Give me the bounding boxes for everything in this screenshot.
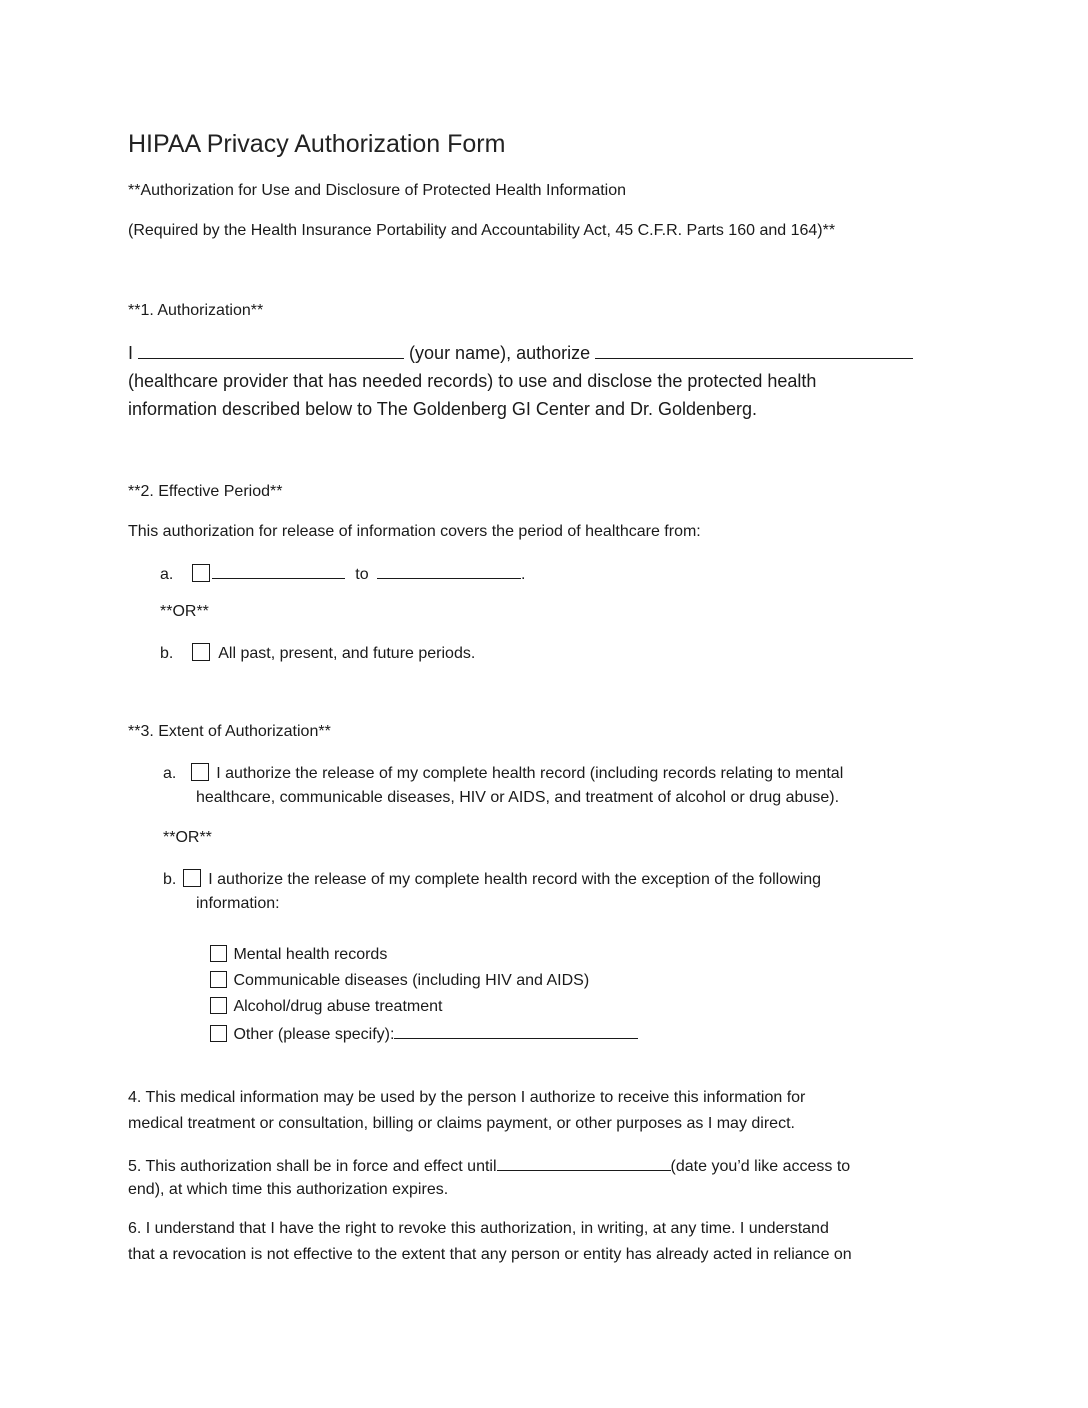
period-option-b <box>160 643 475 663</box>
form-subtitle-legal: (Required by the Health Insurance Portability and Accountability Act, 45 C.F.R. Parts 160 and 164)** <box>128 222 836 239</box>
complete-record-label-line-2: healthcare, communicable diseases, HIV or AIDS, and treatment of alcohol or drug abuse). <box>196 789 840 806</box>
communicable-diseases-checkbox[interactable] <box>210 971 227 988</box>
complete-record-checkbox[interactable] <box>191 763 209 781</box>
record-with-exceptions-checkbox[interactable] <box>183 869 201 887</box>
section-2-heading: **2. Effective Period** <box>128 483 283 500</box>
mental-health-checkbox[interactable] <box>210 945 227 962</box>
section-3-heading: **3. Extent of Authorization** <box>128 723 331 740</box>
authorization-text-line-2: (healthcare provider that has needed records) to use and disclose the protected health <box>128 371 817 391</box>
all-periods-label: All past, present, and future periods. <box>218 645 476 662</box>
period-start-date-field[interactable] <box>212 563 345 579</box>
item-5-line-1 <box>128 1155 850 1176</box>
period-to-label: to <box>355 566 369 583</box>
option-marker: a. <box>163 765 177 782</box>
exception-label: Alcohol/drug abuse treatment <box>233 998 443 1015</box>
option-marker: b. <box>163 871 177 888</box>
expiration-date-field[interactable] <box>497 1155 671 1171</box>
exception-mental-health <box>210 945 387 964</box>
item-5-line-2: end), at which time this authorization expires. <box>128 1181 449 1198</box>
record-with-exceptions-label: I authorize the release of my complete health record with the exception of the following <box>208 871 822 888</box>
authorization-line <box>128 343 913 364</box>
form-title: HIPAA Privacy Authorization Form <box>128 130 506 158</box>
expiration-suffix: (date you’d like access to <box>670 1158 851 1175</box>
other-exception-field[interactable] <box>394 1023 638 1039</box>
period-end-punct: . <box>521 566 526 583</box>
exception-label: Other (please specify): <box>233 1026 395 1043</box>
period-range-checkbox[interactable] <box>192 564 210 582</box>
extent-or-label: **OR** <box>163 829 212 846</box>
patient-name-field[interactable] <box>138 343 404 359</box>
authorization-prefix: I <box>128 343 134 363</box>
record-with-exceptions-label-line-2: information: <box>196 895 280 912</box>
complete-record-label: I authorize the release of my complete health record (including records relating to mental <box>216 765 844 782</box>
option-marker: b. <box>160 645 174 662</box>
exception-label: Communicable diseases (including HIV and AIDS) <box>233 972 590 989</box>
authorization-middle: (your name), authorize <box>409 343 591 363</box>
authorization-text-line-3: information described below to The Goldenberg GI Center and Dr. Goldenberg. <box>128 399 758 419</box>
option-marker: a. <box>160 566 174 583</box>
exception-communicable-diseases <box>210 971 589 990</box>
period-end-date-field[interactable] <box>377 563 521 579</box>
section-1-heading: **1. Authorization** <box>128 302 264 319</box>
substance-abuse-checkbox[interactable] <box>210 997 227 1014</box>
all-periods-checkbox[interactable] <box>192 643 210 661</box>
other-exception-checkbox[interactable] <box>210 1025 227 1042</box>
expiration-prefix: 5. This authorization shall be in force and effect until <box>128 1158 497 1175</box>
item-6-line-1: 6. I understand that I have the right to revoke this authorization, in writing, at any time. I understand <box>128 1220 829 1237</box>
exception-substance-abuse <box>210 997 442 1016</box>
provider-name-field[interactable] <box>595 343 913 359</box>
item-6-line-2: that a revocation is not effective to the extent that any person or entity has already acted in reliance on <box>128 1246 852 1263</box>
extent-option-b <box>163 869 821 889</box>
exception-label: Mental health records <box>233 946 388 963</box>
item-4-line-1: 4. This medical information may be used by the person I authorize to receive this information for <box>128 1089 806 1106</box>
item-4-line-2: medical treatment or consultation, billing or claims payment, or other purposes as I may direct. <box>128 1115 795 1132</box>
period-option-a <box>160 563 526 584</box>
extent-option-a <box>163 763 843 783</box>
exception-other <box>210 1023 638 1044</box>
section-2-intro: This authorization for release of information covers the period of healthcare from: <box>128 523 701 540</box>
period-or-label: **OR** <box>160 603 209 620</box>
form-subtitle: **Authorization for Use and Disclosure of Protected Health Information <box>128 182 627 199</box>
